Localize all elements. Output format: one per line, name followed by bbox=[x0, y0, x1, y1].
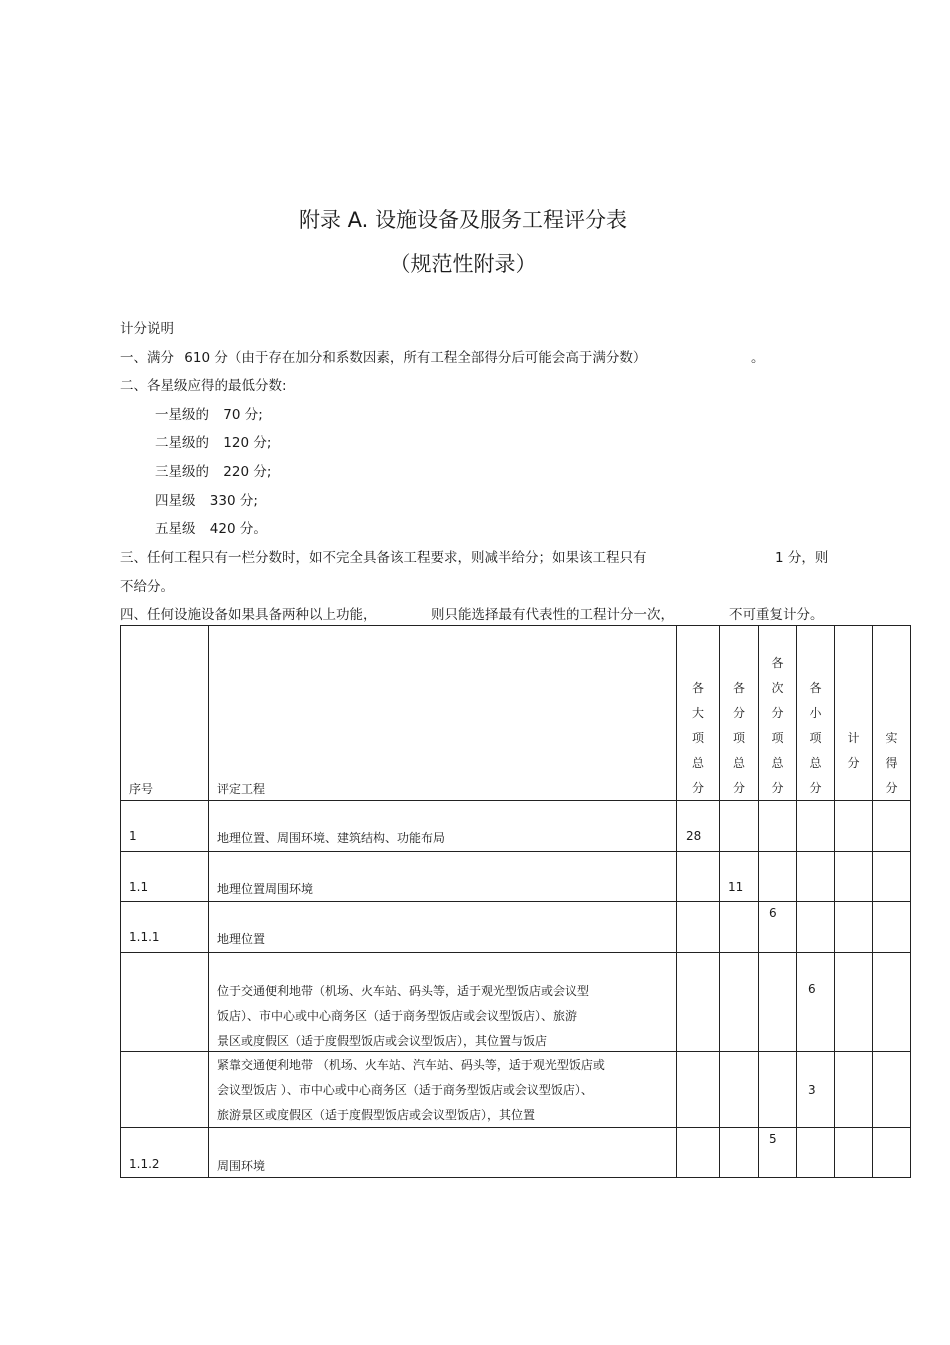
header-char: 分 bbox=[885, 781, 898, 795]
page-subtitle: （规范性附录） bbox=[389, 252, 537, 276]
row-item: 周围环境 bbox=[217, 1159, 266, 1173]
row-seq: 1.1.2 bbox=[129, 1157, 160, 1171]
header-char: 项 bbox=[771, 731, 784, 745]
header-char: 项 bbox=[732, 731, 745, 745]
header-item bbox=[209, 626, 677, 801]
header-char: 各 bbox=[732, 681, 745, 695]
note-item-2: 二、各星级应得的最低分数: bbox=[120, 378, 287, 394]
star-line-5 bbox=[155, 517, 267, 537]
header-char: 分 bbox=[691, 781, 704, 795]
note-item-1 bbox=[120, 346, 646, 366]
header-count bbox=[835, 626, 873, 801]
star-label: 一星级的 bbox=[155, 407, 209, 423]
header-char: 分 bbox=[732, 706, 745, 720]
star-label: 五星级 bbox=[155, 521, 196, 537]
header-item-label: 评定工程 bbox=[217, 782, 266, 796]
description-line: 旅游景区或度假区（适于度假型饭店或会议型饭店），其位置 bbox=[217, 1108, 536, 1122]
row-sub-score: 11 bbox=[728, 880, 744, 894]
row-seq: 1 bbox=[129, 829, 137, 843]
description-line: 景区或度假区（适于度假型饭店或会议型饭店），其位置与饭店 bbox=[217, 1034, 548, 1048]
star-line-3 bbox=[155, 460, 271, 480]
header-char: 总 bbox=[771, 756, 784, 770]
header-major bbox=[677, 626, 720, 801]
note-item-3-cont: 不给分。 bbox=[120, 579, 174, 595]
header-char: 各 bbox=[771, 656, 784, 670]
star-value: 220 分; bbox=[223, 464, 272, 480]
header-actual bbox=[873, 626, 911, 801]
header-char: 分 bbox=[771, 781, 784, 795]
table-row bbox=[121, 902, 911, 953]
row-minor-score: 3 bbox=[808, 1083, 816, 1097]
star-line-1 bbox=[155, 403, 263, 423]
note-item-4: 四、任何设施设备如果具备两种以上功能， bbox=[120, 607, 377, 623]
header-char: 项 bbox=[691, 731, 704, 745]
star-label: 二星级的 bbox=[155, 435, 209, 451]
row-item: 地理位置周围环境 bbox=[217, 882, 314, 896]
note-item-3-score: 1 分，则 bbox=[775, 550, 829, 566]
row-major-score: 28 bbox=[686, 829, 702, 843]
note-item-4-mid: 则只能选择最有代表性的工程计分一次， bbox=[431, 607, 674, 623]
header-char: 各 bbox=[691, 681, 704, 695]
note-item-1-label: 一、满分 bbox=[120, 350, 174, 366]
row-item-description bbox=[217, 979, 589, 1052]
table-row bbox=[121, 1128, 911, 1178]
header-char: 分 bbox=[847, 756, 860, 770]
header-char: 得 bbox=[885, 756, 898, 770]
header-char: 大 bbox=[691, 706, 704, 720]
star-line-4 bbox=[155, 489, 258, 509]
star-label: 四星级 bbox=[155, 493, 196, 509]
header-seq-label: 序号 bbox=[129, 782, 154, 796]
star-label: 三星级的 bbox=[155, 464, 209, 480]
page-title: 附录 A. 设施设备及服务工程评分表 bbox=[298, 208, 628, 232]
note-item-1-text: 610 分（由于存在加分和系数因素，所有工程全部得分后可能会高于满分数） bbox=[184, 350, 647, 366]
notes-heading: 计分说明 bbox=[120, 321, 174, 337]
row-seq: 1.1.1 bbox=[129, 930, 160, 944]
star-value: 70 分; bbox=[223, 407, 263, 423]
table-row bbox=[121, 953, 911, 1052]
header-char: 分 bbox=[732, 781, 745, 795]
table-row bbox=[121, 852, 911, 902]
header-char: 各 bbox=[809, 681, 822, 695]
table-row bbox=[121, 1052, 911, 1128]
header-char: 实 bbox=[885, 731, 898, 745]
header-char: 项 bbox=[809, 731, 822, 745]
row-secondary-score: 6 bbox=[769, 906, 777, 920]
row-item-description bbox=[217, 1053, 605, 1128]
star-value: 330 分; bbox=[209, 493, 258, 509]
scoring-table bbox=[120, 625, 911, 1178]
note-item-4-end: 不可重复计分。 bbox=[729, 607, 824, 623]
header-sub bbox=[720, 626, 759, 801]
header-char: 分 bbox=[809, 781, 822, 795]
header-char: 次 bbox=[771, 681, 784, 695]
header-minor bbox=[797, 626, 835, 801]
header-seq bbox=[121, 626, 209, 801]
star-value: 120 分; bbox=[223, 435, 272, 451]
header-secondary bbox=[759, 626, 797, 801]
header-char: 分 bbox=[771, 706, 784, 720]
table-row bbox=[121, 801, 911, 852]
header-char: 总 bbox=[809, 756, 822, 770]
star-line-2 bbox=[155, 431, 271, 451]
row-seq: 1.1 bbox=[129, 880, 149, 894]
row-item: 地理位置、周围环境、建筑结构、功能布局 bbox=[217, 831, 446, 845]
note-item-1-end: 。 bbox=[751, 350, 765, 366]
row-secondary-score: 5 bbox=[769, 1132, 777, 1146]
description-line: 饭店）、市中心或中心商务区（适于商务型饭店或会议型饭店）、旅游 bbox=[217, 1009, 578, 1023]
note-item-3: 三、任何工程只有一栏分数时，如不完全具备该工程要求，则减半给分；如果该工程只有 bbox=[120, 550, 647, 566]
header-char: 小 bbox=[809, 706, 822, 720]
header-char: 计 bbox=[847, 731, 860, 745]
header-char: 总 bbox=[691, 756, 704, 770]
description-line: 位于交通便利地带（机场、火车站、码头等，适于观光型饭店或会议型 bbox=[217, 984, 590, 998]
row-minor-score: 6 bbox=[808, 982, 816, 996]
description-line: 紧靠交通便利地带 （机场、火车站、汽车站、码头等，适于观光型饭店或 bbox=[217, 1058, 605, 1072]
row-item: 地理位置 bbox=[217, 932, 266, 946]
header-char: 总 bbox=[732, 756, 745, 770]
table-header-row bbox=[121, 626, 911, 801]
star-value: 420 分。 bbox=[209, 521, 267, 537]
description-line: 会议型饭店 ）、市中心或中心商务区（适于商务型饭店或会议型饭店）、 bbox=[217, 1083, 593, 1097]
